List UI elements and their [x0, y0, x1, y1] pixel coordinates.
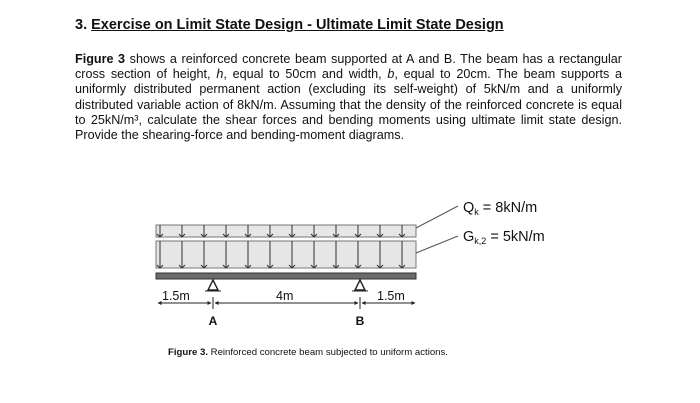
- text-part-3: , equal to 20cm. The beam supports a uniformly distributed permanent action (excluding its self-weight) of 5kN/m and a uniformly distributed variable action of 8kN/m. Assuming that the density of the reinforced concrete is equal to 25kN/m³, calculate the shear forces and bending moments using ultimate limit state design. Provide the shearing-force and bending-moment diagrams.: [75, 67, 622, 143]
- variable-load-label: [463, 200, 537, 217]
- support-b-label: B: [355, 314, 365, 328]
- exercise-number: 3.: [75, 17, 88, 33]
- support-a-symbol: [205, 280, 221, 291]
- permanent-load-band: [156, 241, 416, 268]
- permanent-load-value: = 5kN/m: [486, 229, 545, 245]
- text-part-1: shows a reinforced concrete beam supported at A and B. The beam has a rectangular cross section of height,: [75, 52, 622, 82]
- permanent-load-label: [463, 229, 545, 246]
- permanent-load-subscript: k,2: [474, 236, 487, 246]
- exercise-title: Exercise on Limit State Design - Ultimate Limit State Design: [91, 17, 504, 33]
- figure-reference: Figure 3: [75, 52, 126, 66]
- caption-label: Figure 3.: [168, 347, 208, 358]
- height-symbol: h: [216, 67, 224, 82]
- variable-load-leader: [416, 206, 458, 228]
- variable-load-value: = 8kN/m: [478, 200, 538, 216]
- dimension-right-label: 1.5m: [377, 289, 405, 303]
- variable-load-subscript: k: [474, 207, 479, 217]
- variable-load-band: [156, 225, 416, 237]
- width-symbol: b: [387, 67, 395, 82]
- support-a-label: A: [208, 314, 218, 328]
- text-part-2: , equal to 50cm and width,: [223, 67, 388, 82]
- permanent-load-symbol: G: [463, 229, 475, 245]
- figure-caption: [168, 347, 448, 358]
- dimension-mid-label: 4m: [276, 289, 294, 303]
- permanent-load-leader: [416, 236, 458, 253]
- beam: [156, 273, 416, 279]
- variable-load-symbol: Q: [463, 200, 475, 216]
- support-b-symbol: [352, 280, 368, 291]
- caption-text: Reinforced concrete beam subjected to uniform actions.: [207, 347, 448, 358]
- dimension-left-label: 1.5m: [162, 289, 190, 303]
